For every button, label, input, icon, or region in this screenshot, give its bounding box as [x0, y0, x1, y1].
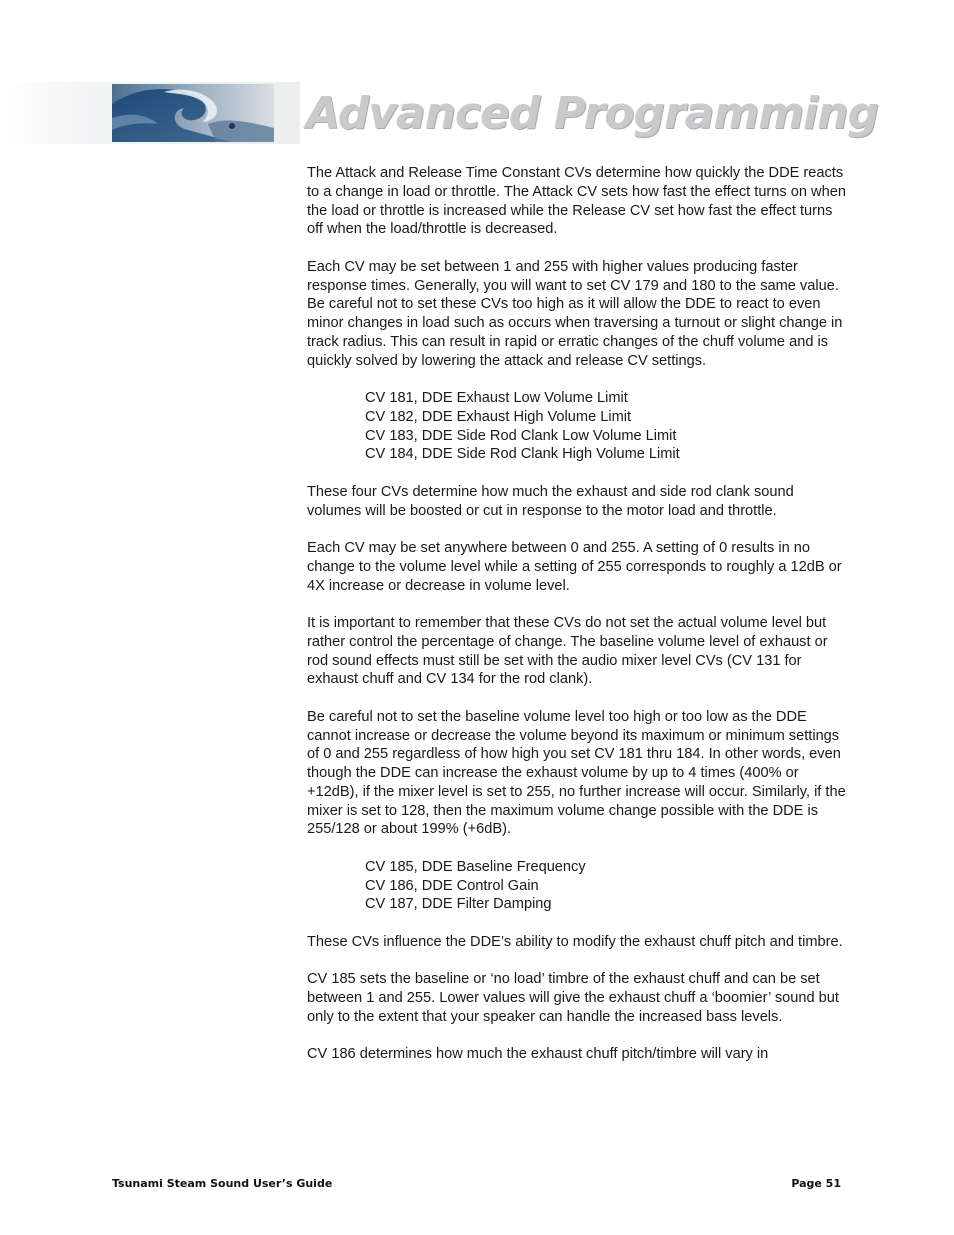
paragraph-important: It is important to remember that these CVs do not set the actual volume level but rather control the percentage of change. The baseline volume level of exhaust or rod sound effects must still be set with the audio mixer level CVs (CV 131 for exhaust chuff and CV 134 for the rod clank). [307, 615, 828, 688]
body-content [307, 164, 847, 1083]
cv-list-volume-limits [365, 389, 847, 464]
wave-logo-image [112, 84, 274, 142]
paragraph-cv-setting: Each CV may be set anywhere between 0 and 255. A setting of 0 results in no change to the volume level while a setting of 255 corresponds to roughly a 12dB or 4X increase or decrease in volume level. [307, 540, 842, 594]
list-item: CV 186, DDE Control Gain [365, 877, 539, 894]
paragraph-attack-release: The Attack and Release Time Constant CVs determine how quickly the DDE reacts to a change in load or throttle. The Attack CV sets how fast the effect turns on when the load or throttle is increased while the Release CV set how fast the effect turns off when the load/throttle is decreased. [307, 165, 846, 238]
paragraph-careful: Be careful not to set the baseline volume level too high or too low as the DDE cannot increase or decrease the volume beyond its maximum or minimum settings of 0 and 255 regardless of how high you set CV 181 thru 184. In other words, even though the DDE can increase the exhaust volume by up to 4 times (400% or +12dB), if the mixer level is set to 255, no further increase will occur. Similarly, if the mixer is set to 128, then the maximum volume change possible with the DDE is 255/128 or about 199% (+6dB). [307, 708, 846, 838]
footer-page-number: Page 51 [791, 1177, 841, 1190]
paragraph-four-cvs: These four CVs determine how much the exhaust and side rod clank sound volumes will be boosted or cut in response to the motor load and throttle. [307, 483, 794, 519]
paragraph-cvs-influence: These CVs influence the DDE’s ability to modify the exhaust chuff pitch and timbre. [307, 933, 843, 950]
list-item: CV 185, DDE Baseline Frequency [365, 858, 586, 875]
paragraph-cv186: CV 186 determines how much the exhaust chuff pitch/timbre will vary in [307, 1046, 769, 1063]
list-item: CV 187, DDE Filter Damping [365, 896, 552, 913]
list-item: CV 182, DDE Exhaust High Volume Limit [365, 408, 632, 425]
list-item: CV 183, DDE Side Rod Clank Low Volume Limit [365, 427, 677, 444]
paragraph-cv-range: Each CV may be set between 1 and 255 with higher values producing faster response times. Generally, you will want to set CV 179 and 180 to the same value. Be careful not to set these CVs too high as it will allow the DDE to react to even minor changes in load such as occurs when traversing a turnout or slight change in track radius. This can result in rapid or erratic changes of the chuff volume and is quickly solved by lowering the attack and release CV settings. [307, 258, 843, 369]
list-item: CV 181, DDE Exhaust Low Volume Limit [365, 390, 628, 406]
cv-list-dde-filter [365, 858, 847, 914]
footer-guide-title: Tsunami Steam Sound User’s Guide [112, 1177, 333, 1190]
list-item: CV 184, DDE Side Rod Clank High Volume Limit [365, 446, 680, 463]
page-title: Advanced Programming [306, 88, 878, 139]
paragraph-cv185: CV 185 sets the baseline or ‘no load’ timbre of the exhaust chuff and can be set between 1 and 255. Lower values will give the exhaust chuff a ‘boomier’ sound but only to the extent that your speaker can handle the increased bass levels. [307, 971, 839, 1025]
